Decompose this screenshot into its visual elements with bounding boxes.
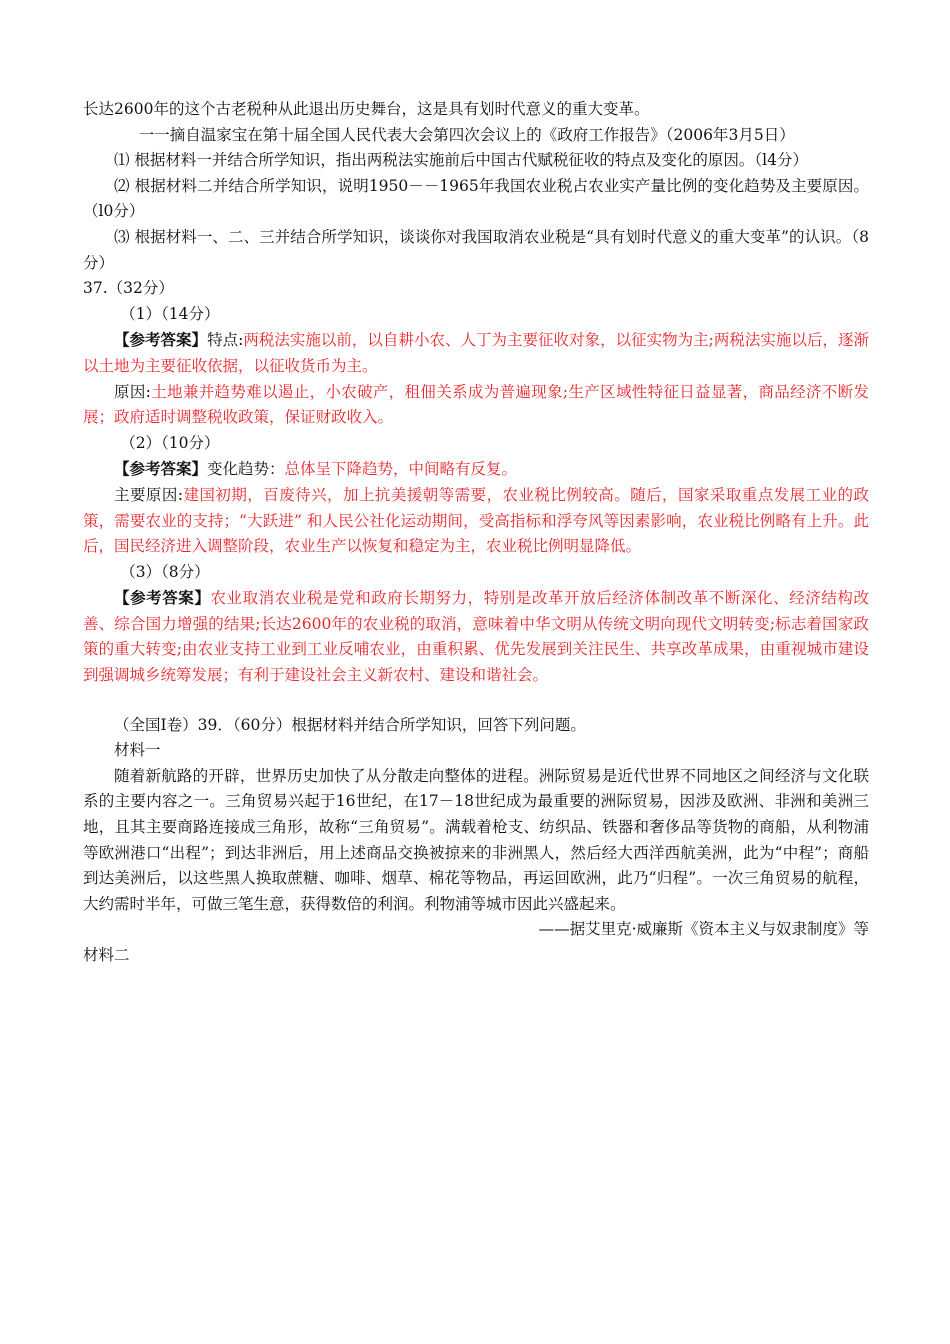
question-2: ⑵ 根据材料二并结合所学知识，说明1950－－1965年我国农业税占农业实产量比例的变化趋势及主要原因。（l0分）: [83, 176, 869, 221]
q37-part1-feature: [83, 327, 869, 379]
q39-header: （全国I卷）39．（60分）根据材料并结合所学知识，回答下列问题。: [114, 715, 586, 734]
q37-part1-label: （1）（14分）: [120, 304, 220, 323]
q37-part2-trend: [83, 456, 869, 483]
intro-line: 长达2600年的这个古老税种从此退出历史舞台，这是具有划时代意义的重大变革。: [83, 100, 650, 118]
spacer: [83, 689, 869, 713]
material-1-source: ——据艾里克·威廉斯《资本主义与奴隶制度》等: [538, 920, 869, 939]
trend-answer: 总体呈下降趋势，中间略有反复。: [284, 460, 518, 479]
q37-header: 37.（32分）: [83, 279, 174, 298]
reason-prefix: 原因:: [114, 382, 151, 401]
trend-prefix: 变化趋势：: [207, 460, 285, 479]
reason-answer: 土地兼并趋势难以遏止，小农破产，租佃关系成为普遍现象;生产区域性特征日益显著，商品经济不断发展；政府适时调整税收政策，保证财政收入。: [83, 382, 869, 427]
document-page: [83, 97, 869, 969]
material-2-label: 材料二: [83, 946, 130, 964]
feature-prefix: 特点:: [207, 331, 244, 350]
intro-source: 一一摘自温家宝在第十届全国人民代表大会第四次会议上的《政府工作报告》（2006年3月5日）: [138, 125, 795, 144]
material-1-text: 随着新航路的开辟，世界历史加快了从分散走向整体的进程。洲际贸易是近代世界不同地区之间经济与文化联系的主要内容之一。三角贸易兴起于16世纪，在17－18世纪成为最重要的洲际贸易，因涉及欧洲、非洲和美洲三地，且其主要商路连接成三角形，故称“三角贸易”。满载着枪支、纺织品、铁器和奢侈品等货物的商船，从利物浦等欧洲港口“出程”；到达非洲后，用上述商品交换被掠来的非洲黑人，然后经大西洋西航美洲，此为“中程”；商船到达美洲后，以这些黑人换取蔗糖、咖啡、烟草、棉花等物品，再运回欧洲，此乃“归程”。一次三角贸易的航程，大约需时半年，可做三笔生意，获得数倍的利润。利物浦等城市因此兴盛起来。: [83, 766, 869, 913]
reason-prefix: 主要原因:: [114, 485, 184, 504]
answer-tag: 【参考答案】: [114, 459, 208, 479]
q37-part3-answer: [83, 585, 869, 688]
feature-answer: 两税法实施以前，以自耕小农、人丁为主要征收对象，以征实物为主;两税法实施以后，逐渐以土地为主要征收依据，以征收货币为主。: [83, 331, 869, 375]
q37-part3-label: （3）（8分）: [120, 562, 210, 581]
answer-tag: 【参考答案】: [114, 330, 208, 350]
question-3: ⑶ 根据材料一、二、三并结合所学知识，谈谈你对我国取消农业税是“具有划时代意义的重大变革”的认识。（8分）: [83, 227, 869, 272]
q37-part2-reason: [83, 483, 869, 560]
q37-part1-reason: [83, 380, 869, 431]
part3-answer: 农业取消农业税是党和政府长期努力，特别是改革开放后经济体制改革不断深化、经济结构改善、综合国力增强的结果;长达2600年的农业税的取消，意味着中华文明从传统文明向现代文明转变;标志着国家政策的重大转变;由农业支持工业到工业反哺农业，由重积累、优先发展到关注民生、共享改革成果，由重视城市建设到强调城乡统筹发展；有利于建设社会主义新农村、建设和谐社会。: [83, 589, 869, 685]
reason-answer: 建国初期，百废待兴，加上抗美援朝等需要，农业税比例较高。随后，国家采取重点发展工业的政策，需要农业的支持；“大跃进” 和人民公社化运动期间，受高指标和浮夸风等因素影响，农业税比例略有上升。此后，国民经济进入调整阶段，农业生产以恢复和稳定为主，农业税比例明显降低。: [83, 485, 869, 556]
question-1: ⑴ 根据材料一并结合所学知识，指出两税法实施前后中国古代赋税征收的特点及变化的原因。（l4分）: [114, 151, 808, 170]
q37-part2-label: （2）（10分）: [120, 433, 220, 452]
material-1-label: 材料一: [114, 741, 161, 760]
answer-tag: 【参考答案】: [114, 588, 211, 608]
